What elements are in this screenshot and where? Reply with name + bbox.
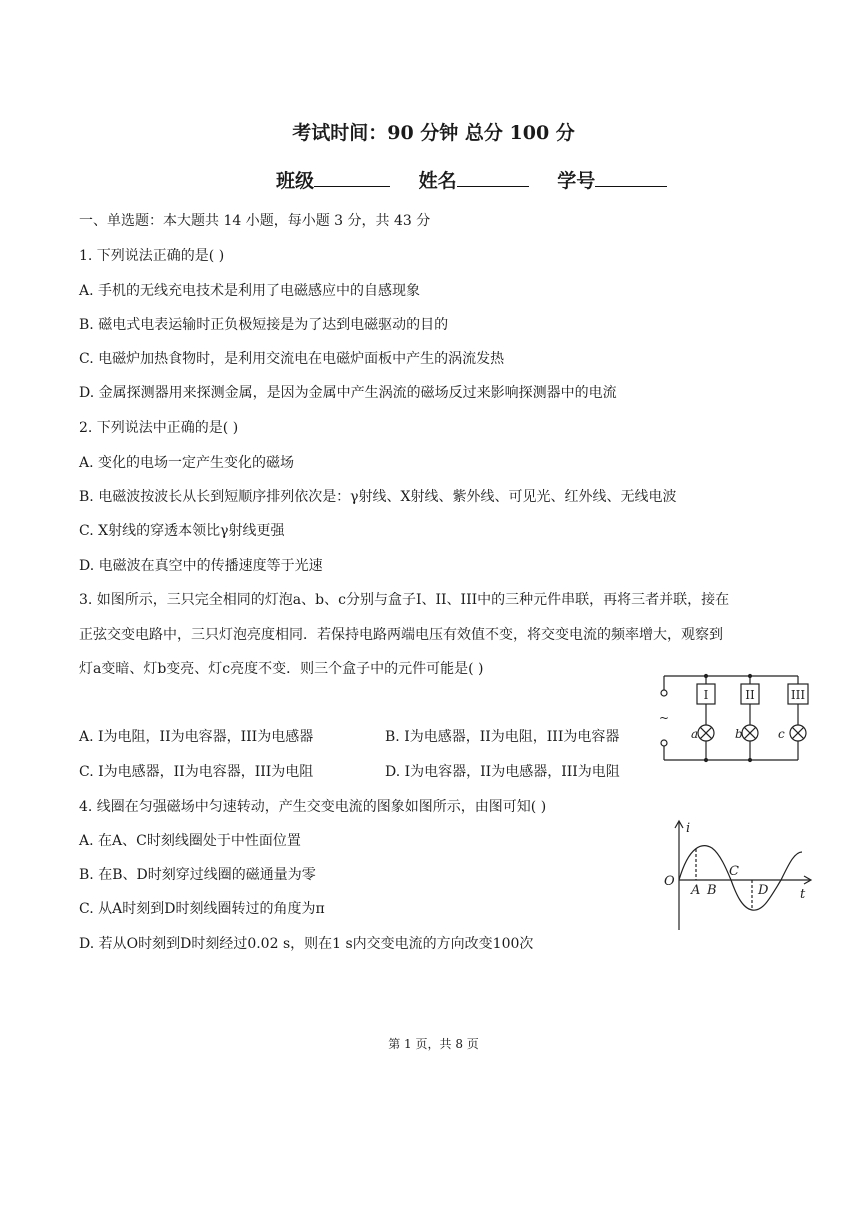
student-info-row: [276, 166, 667, 193]
terminal-top: [661, 690, 667, 696]
q4-option-b: B. 在B、D时刻穿过线圈的磁通量为零: [79, 867, 316, 883]
lamp-b-label: b: [735, 727, 743, 741]
lamp-a-label: a: [691, 727, 699, 741]
box-iii-label: III: [790, 688, 806, 702]
q4-option-a: A. 在A、C时刻线圈处于中性面位置: [79, 833, 301, 849]
q2-option-a: A. 变化的电场一定产生变化的磁场: [79, 455, 295, 471]
box-ii-label: II: [745, 688, 755, 702]
class-blank: [314, 186, 390, 187]
q1-option-c: C. 电磁炉加热食物时，是利用交流电在电磁炉面板中产生的涡流发热: [79, 351, 505, 367]
q2-option-c: C. X射线的穿透本领比γ射线更强: [79, 523, 285, 539]
y-axis-label: i: [686, 821, 691, 836]
point-c-label: C: [729, 864, 739, 879]
exam-title: 考试时间：90 分钟 总分 100 分: [292, 122, 575, 144]
origin-label: O: [664, 874, 675, 889]
q3-stem-line1: 3. 如图所示，三只完全相同的灯泡a、b、c分别与盒子I、II、III中的三种元件串联，再将三者并联，接在: [79, 592, 730, 608]
q4-option-d: D. 若从O时刻到D时刻经过0.02 s，则在1 s内交变电流的方向改变100次: [79, 936, 534, 952]
name-blank: [457, 186, 529, 187]
q3-option-c: C. I为电感器，II为电容器，III为电阻: [79, 764, 314, 780]
id-blank: [595, 186, 667, 187]
q4-waveform-figure: [660, 818, 820, 938]
q2-stem: 2. 下列说法中正确的是( ): [79, 420, 239, 436]
name-label: 姓名: [418, 170, 457, 192]
q3-circuit-figure: [650, 668, 820, 768]
class-label: 班级: [276, 170, 315, 192]
id-label: 学号: [557, 170, 596, 192]
lamp-c-label: c: [778, 727, 785, 741]
point-a-label: A: [691, 883, 701, 898]
q3-option-b: B. I为电感器，II为电阻，III为电容器: [385, 729, 620, 745]
q1-option-d: D. 金属探测器用来探测金属，是因为金属中产生涡流的磁场反过来影响探测器中的电流: [79, 385, 617, 401]
q4-stem: 4. 线圈在匀强磁场中匀速转动，产生交变电流的图象如图所示，由图可知( ): [79, 799, 547, 815]
q1-option-a: A. 手机的无线充电技术是利用了电磁感应中的自感现象: [79, 283, 421, 299]
q3-option-d: D. I为电容器，II为电感器，III为电阻: [385, 764, 620, 780]
point-b-label: B: [707, 883, 717, 898]
terminal-bottom: [661, 740, 667, 746]
section-heading: 一、单选题：本大题共 14 小题，每小题 3 分，共 43 分: [79, 213, 431, 229]
page-footer: 第 1 页，共 8 页: [388, 1037, 479, 1051]
q3-stem-line3: 灯a变暗、灯b变亮、灯c亮度不变．则三个盒子中的元件可能是( ): [79, 661, 484, 677]
q2-option-d: D. 电磁波在真空中的传播速度等于光速: [79, 558, 323, 574]
x-axis-label: t: [800, 887, 806, 902]
current-sine-curve: [679, 846, 802, 911]
q2-option-b: B. 电磁波按波长从长到短顺序排列依次是：γ射线、X射线、紫外线、可见光、红外线、无线电波: [79, 489, 677, 505]
q3-option-a: A. I为电阻，II为电容器，III为电感器: [79, 729, 314, 745]
q1-option-b: B. 磁电式电表运输时正负极短接是为了达到电磁驱动的目的: [79, 317, 449, 333]
q4-option-c: C. 从A时刻到D时刻线圈转过的角度为π: [79, 901, 325, 917]
ac-source-symbol: ~: [658, 711, 670, 725]
box-i-label: I: [703, 688, 709, 702]
point-d-label: D: [758, 883, 769, 898]
q1-stem: 1. 下列说法正确的是( ): [79, 248, 225, 264]
q3-stem-line2: 正弦交变电路中，三只灯泡亮度相同．若保持电路两端电压有效值不变，将交变电流的频率增大，观察到: [79, 627, 723, 643]
